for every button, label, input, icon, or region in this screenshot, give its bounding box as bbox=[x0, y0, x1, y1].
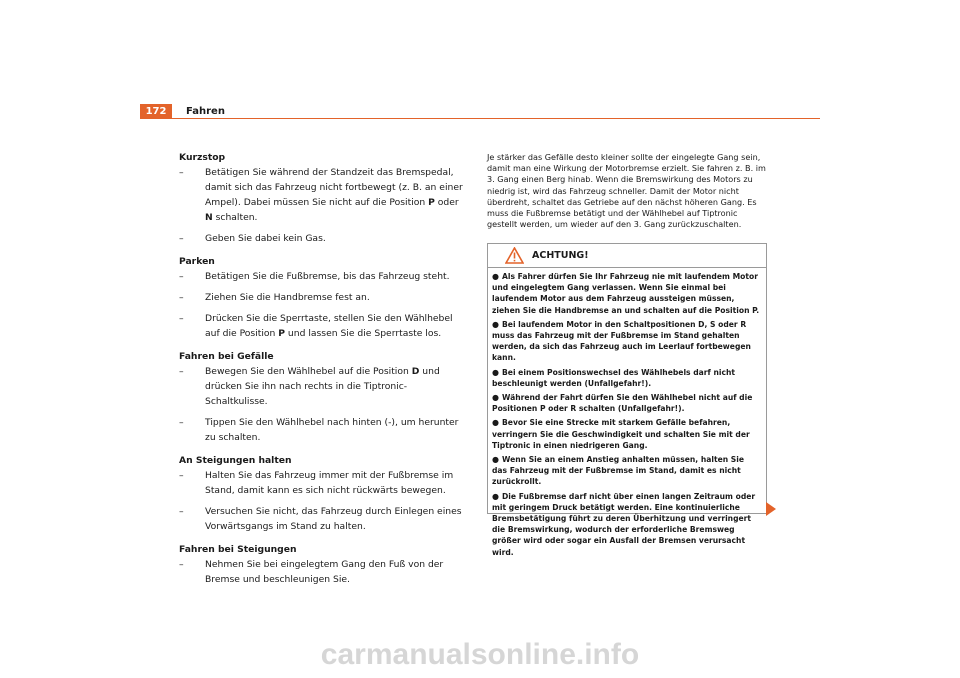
step-text: Geben Sie dabei kein Gas. bbox=[205, 233, 326, 244]
list-item: – Versuchen Sie nicht, das Fahrzeug durch Einlegen eines Vorwärtsgangs im Stand zu halten. bbox=[179, 506, 462, 532]
list-item: – Ziehen Sie die Handbremse fest an. bbox=[179, 292, 370, 303]
step-text: Tippen Sie den Wählhebel nach hinten (-), um herunter zu schalten. bbox=[205, 417, 459, 443]
page-header bbox=[140, 104, 820, 120]
warning-list bbox=[488, 268, 766, 558]
warning-item: ● Bevor Sie eine Strecke mit starkem Gefälle befahren, verringern Sie die Geschwindigkeit und schalten Sie mit der Tiptronic in einen niedrigeren Gang. bbox=[492, 418, 750, 450]
warning-item: ● Während der Fahrt dürfen Sie den Wählhebel nicht auf die Positionen P oder R schalten (Unfallgefahr!). bbox=[492, 393, 753, 414]
list-item: – Nehmen Sie bei eingelegtem Gang den Fuß von der Bremse und beschleunigen Sie. bbox=[179, 559, 444, 585]
step-text: Ziehen Sie die Handbremse fest an. bbox=[205, 292, 370, 303]
warning-item: ● Die Fußbremse darf nicht über einen langen Zeitraum oder mit geringem Druck betätigt werden. Eine kontinuierliche Bremsbetätigung führt zu deren Überhitzung und verringert die Bremswirkung, wodurch der erforderliche Bremsweg größer wird oder sogar ein Ausfall der Bremsen verursacht wird. bbox=[492, 491, 756, 557]
warning-triangle-icon bbox=[505, 247, 524, 264]
section-heading-parken: Parken bbox=[179, 256, 215, 267]
list-item: – Betätigen Sie die Fußbremse, bis das Fahrzeug steht. bbox=[179, 271, 450, 282]
step-text: Betätigen Sie die Fußbremse, bis das Fahrzeug steht. bbox=[205, 271, 450, 282]
warning-title: ACHTUNG! bbox=[532, 250, 589, 261]
warning-item: ● Als Fahrer dürfen Sie Ihr Fahrzeug nie mit laufendem Motor und eingelegtem Gang verlassen. Wenn Sie einmal bei laufendem Motor aus dem Fahrzeug aussteigen müssen, ziehen Sie die Handbremse an und schalten auf die Position P. bbox=[492, 272, 760, 315]
bullet-icon: ● bbox=[492, 393, 499, 403]
bullet-icon: ● bbox=[492, 272, 499, 281]
section-heading-gefaelle: Fahren bei Gefälle bbox=[179, 351, 274, 362]
step-text: Betätigen Sie während der Standzeit das Bremspedal, damit sich das Fahrzeug nicht fortbewegt (z. B. an einer Ampel). Dabei müssen Sie nicht auf die Position P oder N schalten. bbox=[205, 167, 463, 223]
header-rule bbox=[172, 118, 820, 119]
page-title: Fahren bbox=[186, 106, 225, 117]
bullet-icon: ● bbox=[492, 319, 499, 329]
warning-item: ● Bei einem Positionswechsel des Wählhebels darf nicht beschleunigt werden (Unfallgefahr!). bbox=[492, 367, 736, 388]
list-item: – Tippen Sie den Wählhebel nach hinten (-), um herunter zu schalten. bbox=[179, 417, 459, 443]
list-item: – Bewegen Sie den Wählhebel auf die Position D und drücken Sie ihn nach rechts in die Tiptronic-Schaltkulisse. bbox=[179, 366, 440, 407]
warning-box bbox=[487, 243, 767, 557]
section-heading-steigungen-halten: An Steigungen halten bbox=[179, 455, 292, 466]
list-item: – Geben Sie dabei kein Gas. bbox=[179, 233, 326, 244]
warning-item: ● Wenn Sie an einem Anstieg anhalten müssen, halten Sie das Fahrzeug mit der Fußbremse im Stand, damit es nicht zurückrollt. bbox=[492, 455, 745, 487]
step-text: Versuchen Sie nicht, das Fahrzeug durch Einlegen eines Vorwärtsgangs im Stand zu halten. bbox=[205, 506, 462, 532]
bullet-icon: ● bbox=[492, 491, 499, 501]
step-text: Drücken Sie die Sperrtaste, stellen Sie den Wählhebel auf die Position P und lassen Sie die Sperrtaste los. bbox=[205, 313, 453, 339]
left-column bbox=[179, 150, 469, 593]
warning-header bbox=[488, 244, 766, 268]
right-paragraph: Je stärker das Gefälle desto kleiner sollte der eingelegte Gang sein, damit man eine Wirkung der Motorbremse erzielt. Sie fahren z. B. im 3. Gang einen Berg hinab. Wenn die Bremswirkung des Motors zu niedrig ist, wird das Fahrzeug schneller. Damit der Motor nicht überdreht, schaltet das Getriebe auf den nächst höheren Gang. Es muss die Fußbremse betätigt und der Wählhebel auf Tiptronic gestellt werden, um wieder auf den 3. Gang zurückzuschalten. bbox=[487, 152, 766, 230]
step-text: Halten Sie das Fahrzeug immer mit der Fußbremse im Stand, damit kann es sich nicht rückwärts bewegen. bbox=[205, 470, 454, 496]
bullet-icon: ● bbox=[492, 455, 499, 465]
section-heading-steigungen-fahren: Fahren bei Steigungen bbox=[179, 544, 297, 555]
list-item: – Betätigen Sie während der Standzeit das Bremspedal, damit sich das Fahrzeug nicht fortbewegt (z. B. an einer Ampel). Dabei müssen Sie nicht auf die Position P oder N schalten. bbox=[179, 167, 463, 223]
bullet-icon: ● bbox=[492, 367, 499, 377]
bullet-icon: ● bbox=[492, 418, 499, 428]
warning-item: ● Bei laufendem Motor in den Schaltpositionen D, S oder R muss das Fahrzeug mit der Fußbremse im Stand gehalten werden, da sich das Fahrzeug auch im Leerlauf fortbewegen kann. bbox=[492, 319, 751, 363]
next-page-arrow-icon[interactable] bbox=[766, 502, 776, 516]
watermark: carmanualsonline.info bbox=[320, 638, 640, 671]
list-item: – Drücken Sie die Sperrtaste, stellen Sie den Wählhebel auf die Position P und lassen Sie die Sperrtaste los. bbox=[179, 313, 453, 339]
section-heading-kurzstop: Kurzstop bbox=[179, 152, 226, 163]
step-text: Bewegen Sie den Wählhebel auf die Position D und drücken Sie ihn nach rechts in die Tiptronic-Schaltkulisse. bbox=[205, 366, 440, 407]
list-item: – Halten Sie das Fahrzeug immer mit der Fußbremse im Stand, damit kann es sich nicht rückwärts bewegen. bbox=[179, 470, 454, 496]
step-text: Nehmen Sie bei eingelegtem Gang den Fuß von der Bremse und beschleunigen Sie. bbox=[205, 559, 444, 585]
page-number: 172 bbox=[140, 104, 172, 119]
